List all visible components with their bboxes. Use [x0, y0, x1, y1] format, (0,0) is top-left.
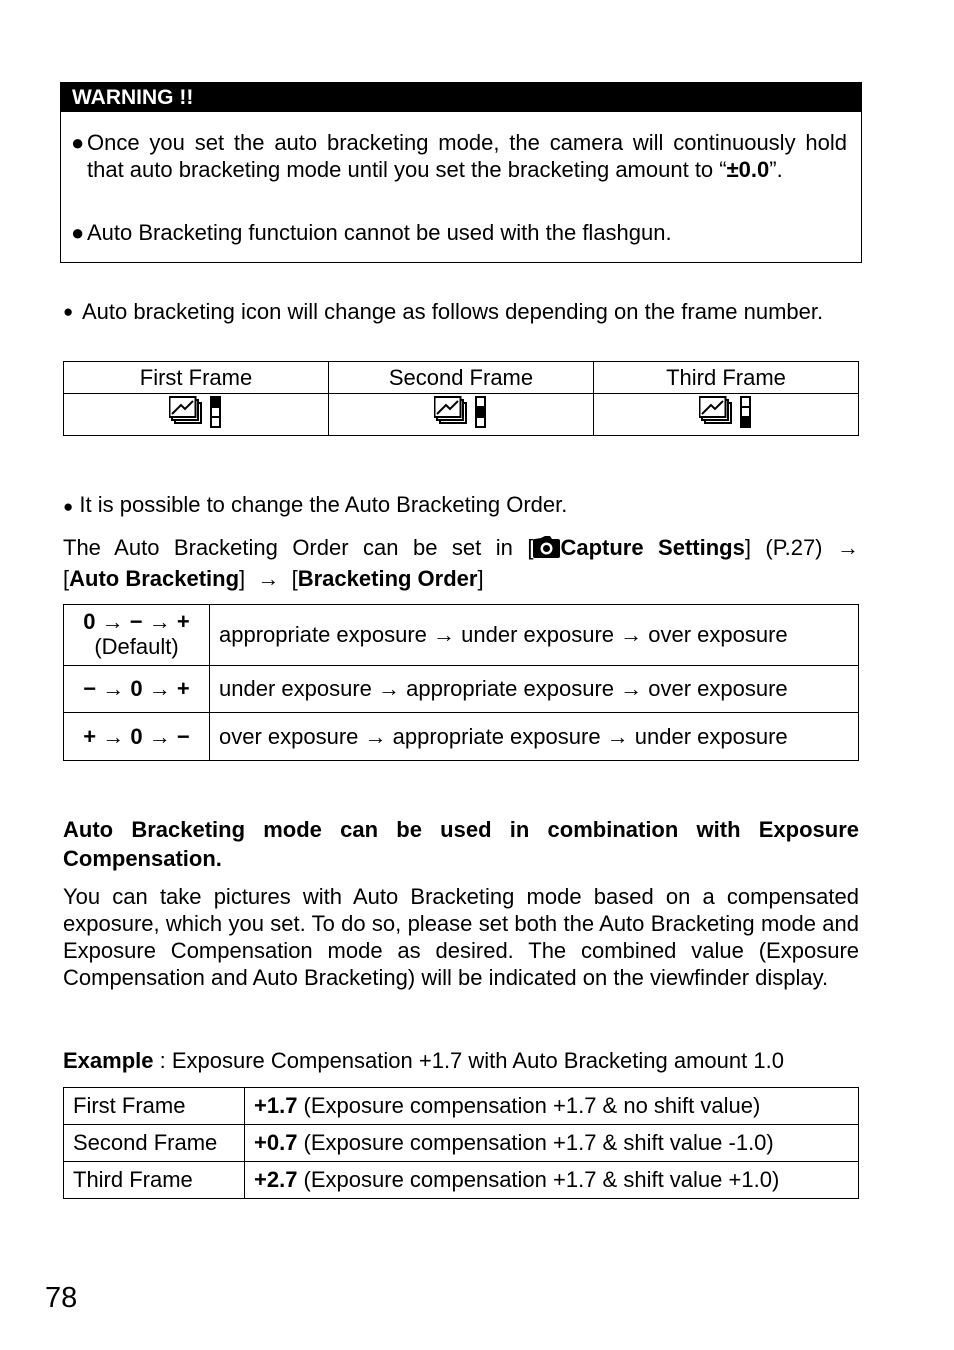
- frame-label: Second Frame: [64, 1125, 245, 1162]
- order-description: under exposure → appropriate exposure → over exposure: [210, 666, 859, 713]
- table-header-third-frame: Third Frame: [594, 362, 859, 394]
- menu-path: The Auto Bracketing Order can be set in [ Capture Settings] (P.27) → [Auto Bracketing] → [Bracketing Order]: [63, 535, 859, 591]
- combination-body: You can take pictures with Auto Bracketing mode based on a compensated exposure, which you set. To do so, please set both the Auto Bracketing mode and Exposure Compensation mode as desired. The combined value (Exposure Compensation and Auto Bracketing) will be indicated on the viewfinder display.: [63, 884, 859, 990]
- frame-label: Third Frame: [64, 1162, 245, 1199]
- bracketing-first-frame-icon: [169, 395, 223, 429]
- order-default-label: (Default): [94, 634, 179, 659]
- table-row: Third Frame +2.7 (Exposure compensation +1.7 & shift value +1.0): [64, 1162, 859, 1199]
- frame-icon-table: [63, 361, 859, 436]
- table-row: Second Frame +0.7 (Exposure compensation +1.7 & shift value -1.0): [64, 1125, 859, 1162]
- arrow-right-icon: →: [837, 535, 859, 560]
- warning-item-auto-bracketing-hold: ● Once you set the auto bracketing mode, the camera will continuously hold that auto bracketing mode until you set the bracketing amount to “±0.0”.: [71, 130, 847, 182]
- example-table: [63, 1087, 859, 1199]
- combined-value: +1.7: [254, 1093, 298, 1118]
- bracketing-third-frame-icon: [699, 395, 753, 429]
- bullet-icon: ●: [63, 497, 74, 516]
- table-row: First Frame +1.7 (Exposure compensation +1.7 & no shift value): [64, 1088, 859, 1125]
- table-row: [64, 666, 859, 713]
- warning-title: WARNING !!: [61, 83, 861, 112]
- capture-settings-link: Capture Settings: [560, 535, 745, 560]
- order-change-note: ● It is possible to change the Auto Bracketing Order.: [63, 492, 568, 517]
- bracketing-order-table: [63, 604, 859, 761]
- auto-bracketing-menu: Auto Bracketing: [69, 566, 240, 591]
- order-key: − → 0 → +: [64, 666, 210, 713]
- table-row: [64, 605, 859, 666]
- bullet-icon: ●: [71, 130, 85, 155]
- bracketing-second-frame-icon: [434, 395, 488, 429]
- bracketing-order-menu: Bracketing Order: [297, 566, 478, 591]
- arrow-right-icon: →: [257, 566, 280, 591]
- combined-value: +0.7: [254, 1130, 298, 1155]
- order-description: over exposure → appropriate exposure → under exposure: [210, 713, 859, 761]
- bullet-icon: ●: [63, 302, 74, 321]
- example-label: Example: [63, 1048, 154, 1073]
- example-line: Example : Exposure Compensation +1.7 with Auto Bracketing amount 1.0: [63, 1048, 784, 1073]
- order-key: 0 → − → +: [83, 609, 190, 634]
- order-description: appropriate exposure → under exposure → over exposure: [210, 605, 859, 666]
- camera-icon: [533, 536, 560, 558]
- page-number: 78: [45, 1282, 78, 1314]
- warning-item-flashgun: ● Auto Bracketing functuion cannot be used with the flashgun.: [71, 220, 672, 245]
- bullet-icon: ●: [71, 220, 85, 245]
- combined-value: +2.7: [254, 1167, 298, 1192]
- combination-heading: Auto Bracketing mode can be used in combination with Exposure Compensation.: [63, 817, 859, 871]
- table-row: [64, 713, 859, 761]
- order-key: + → 0 → −: [64, 713, 210, 761]
- table-header-first-frame: First Frame: [64, 362, 329, 394]
- warning-box: [60, 82, 862, 263]
- bracketing-zero-value: ±0.0: [726, 157, 770, 182]
- table-header-second-frame: Second Frame: [328, 362, 593, 394]
- icon-change-note: ● Auto bracketing icon will change as follows depending on the frame number.: [63, 299, 824, 324]
- frame-label: First Frame: [64, 1088, 245, 1125]
